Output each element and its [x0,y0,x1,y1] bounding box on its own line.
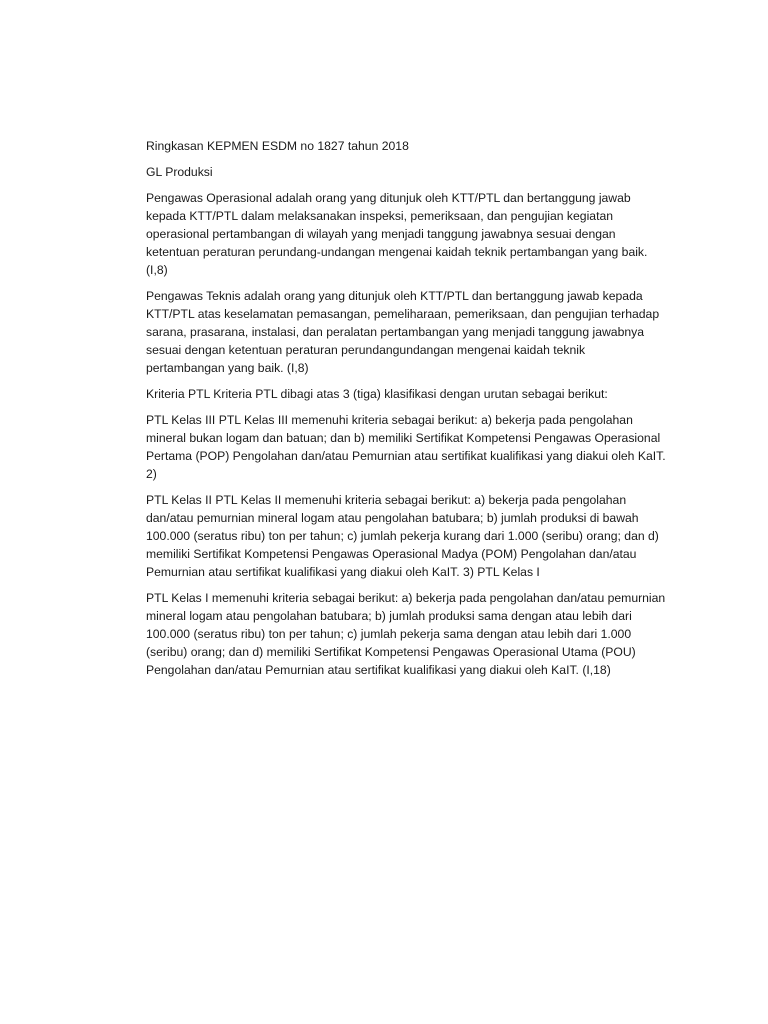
paragraph-ptl-kelas-iii: PTL Kelas III PTL Kelas III memenuhi kriteria sebagai berikut: a) bekerja pada pengolahan mineral bukan logam dan batuan; dan b) memiliki Sertifikat Kompetensi Pengawas Operasional Pertama (POP) Pengolahan dan/atau Pemurnian atau sertifikat kualifikasi yang diakui oleh KaIT. 2) [146,413,666,481]
paragraph-kriteria-ptl: Kriteria PTL Kriteria PTL dibagi atas 3 (tiga) klasifikasi dengan urutan sebagai berikut: [146,387,608,401]
paragraph-pengawas-teknis: Pengawas Teknis adalah orang yang ditunjuk oleh KTT/PTL dan bertanggung jawab kepada KTT/PTL atas keselamatan pemasangan, pemeliharaan, pemeriksaan, dan pengujian terhadap sarana, prasarana, instalasi, dan peralatan pertambangan yang menjadi tanggung jawabnya sesuai dengan ketentuan peraturan perundangundangan mengenai kaidah teknik pertambangan yang baik. (I,8) [146,289,660,375]
document-title: Ringkasan KEPMEN ESDM no 1827 tahun 2018 [146,139,409,153]
document-body [146,137,666,687]
paragraph-pengawas-operasional: Pengawas Operasional adalah orang yang ditunjuk oleh KTT/PTL dan bertanggung jawab kepada KTT/PTL dalam melaksanakan inspeksi, pemeriksaan, dan pengujian kegiatan operasional pertambangan di wilayah yang menjadi tanggung jawabnya sesuai dengan ketentuan peraturan perundang-undangan mengenai kaidah teknik pertambangan yang baik. (I,8) [146,191,648,277]
paragraph-ptl-kelas-ii: PTL Kelas II PTL Kelas II memenuhi kriteria sebagai berikut: a) bekerja pada pengolahan dan/atau pemurnian mineral logam atau pengolahan batubara; b) jumlah produksi di bawah 100.000 (seratus ribu) ton per tahun; c) jumlah pekerja kurang dari 1.000 (seribu) orang; dan d) memiliki Sertifikat Kompetensi Pengawas Operasional Madya (POM) Pengolahan dan/atau Pemurnian atau sertifikat kualifikasi yang diakui oleh KaIT. 3) PTL Kelas I [146,493,659,579]
document-subtitle: GL Produksi [146,165,213,179]
paragraph-ptl-kelas-i: PTL Kelas I memenuhi kriteria sebagai berikut: a) bekerja pada pengolahan dan/atau pemurnian mineral logam atau pengolahan batubara; b) jumlah produksi sama dengan atau lebih dari 100.000 (seratus ribu) ton per tahun; c) jumlah pekerja sama dengan atau lebih dari 1.000 (seribu) orang; dan d) memiliki Sertifikat Kompetensi Pengawas Operasional Utama (POU) Pengolahan dan/atau Pemurnian atau sertifikat kualifikasi yang diakui oleh KaIT. (I,18) [146,591,666,677]
